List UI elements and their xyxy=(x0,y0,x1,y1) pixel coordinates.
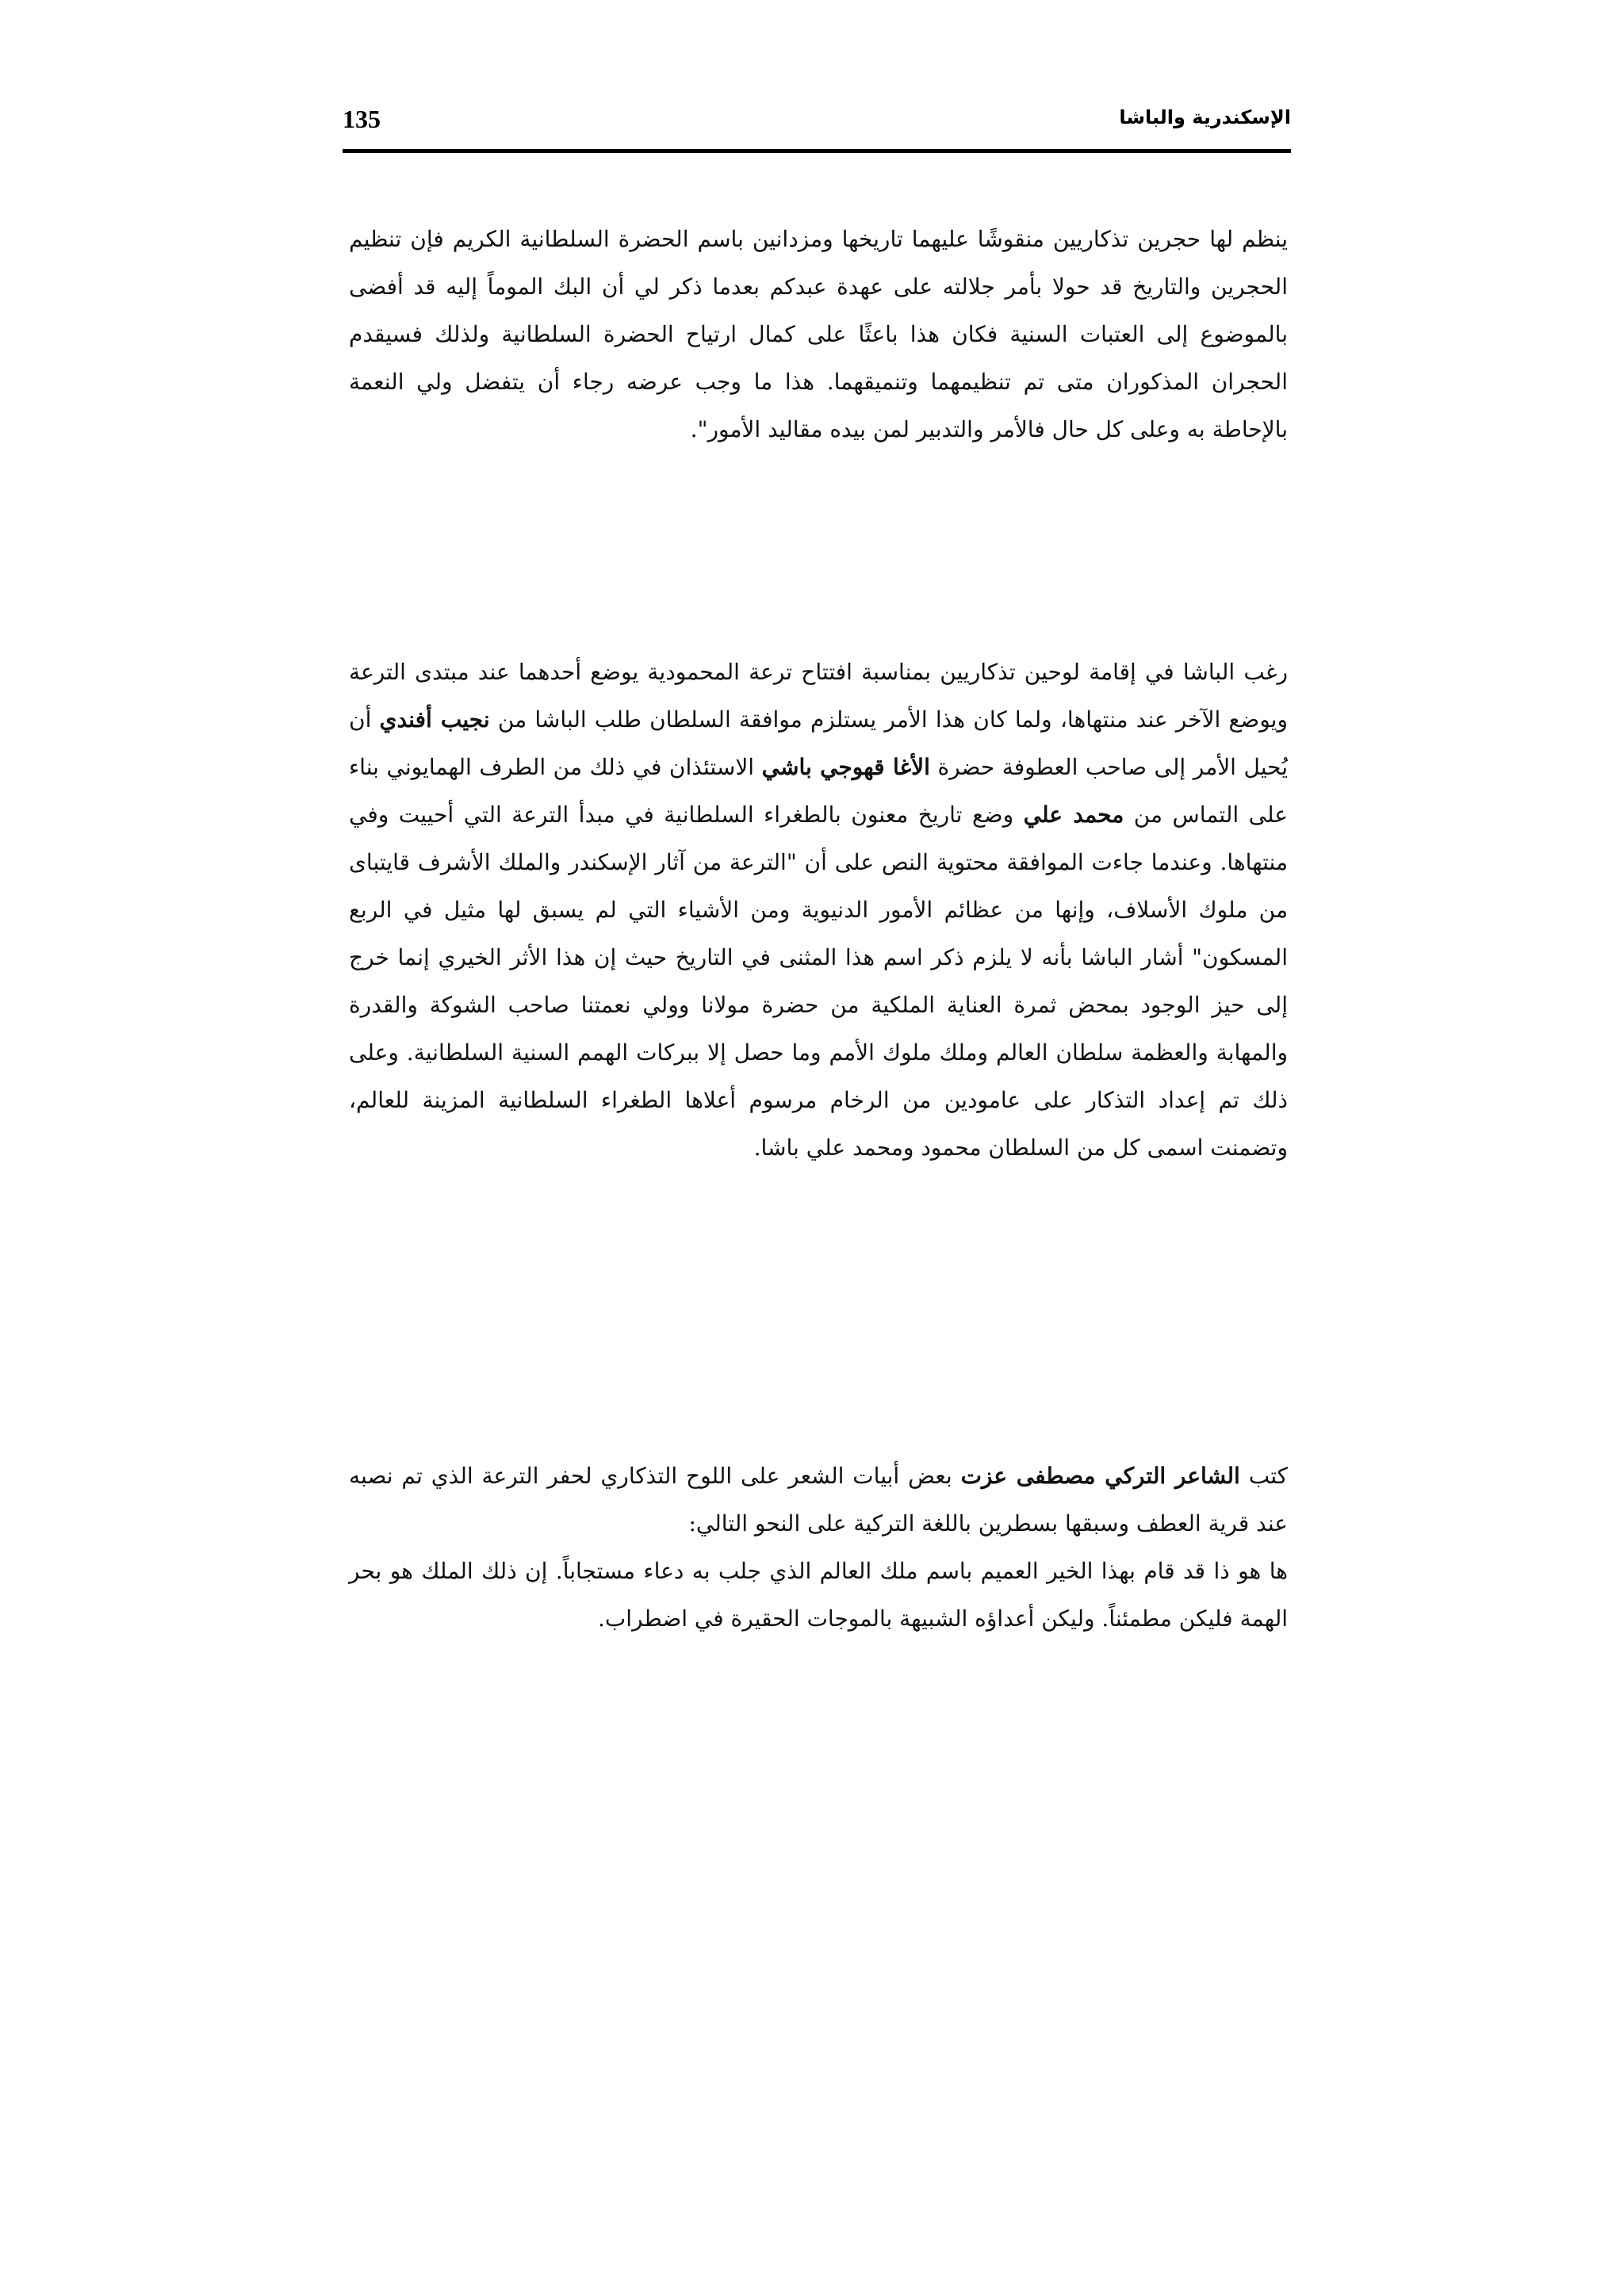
bold-name: نجيب أفندي xyxy=(379,706,490,733)
paragraph-3 xyxy=(349,1452,1288,1643)
running-title: الإسكندرية والباشا xyxy=(1119,106,1291,128)
text-run: كتب xyxy=(1239,1463,1288,1489)
translated-verse: ها هو ذا قد قام بهذا الخير العميم باسم ملك العالم الذي جلب به دعاء مستجاباً. إن ذلك الملك هو بحر الهمة فليكن مطمئناً. وليكن أعداؤه الشبيهة بالموجات الحقيرة في اضطراب. xyxy=(349,1558,1288,1632)
text-run: رغب الباشا في إقامة لوحين تذكاريين بمناسبة افتتاح ترعة المحمودية يوضع أحدهما عند مبتدى الترعة ويوضع الآخر عند منتهاها، ولما كان هذا الأمر يستلزم موافقة السلطان طلب الباشا من xyxy=(349,659,1288,733)
paragraph-text xyxy=(349,1452,1288,1548)
text-run: بعض أبيات الشعر على اللوح التذكاري لحفر الترعة الذي تم نصبه عند قرية العطف وسبقها بسطرين باللغة التركية على النحو التالي: xyxy=(349,1463,1288,1536)
text-run: وضع تاريخ معنون بالطغراء السلطانية في مبدأ الترعة التي أحييت وفي منتهاها. وعندما جاءت الموافقة محتوية النص على أن "الترعة من آثار الإسكندر والملك الأشرف قايتباى من ملوك الأسلاف، وإنها من عظائم الأمور الدنيوية ومن الأشياء التي لم يسبق لها مثيل في الربع المسكون" أشار الباشا بأنه لا يلزم ذكر اسم هذا المثنى في التاريخ حيث إن هذا الأثر الخيري إنما خرج إلى حيز الوجود بمحض ثمرة العناية الملكية من حضرة مولانا وولي نعمتنا صاحب الشوكة والقدرة والمهابة والعظمة سلطان العالم وملك ملوك الأمم وما حصل إلا ببركات الهمم السنية السلطانية. وعلى ذلك تم إعداد التذكار على عامودين من الرخام مرسوم أعلاها الطغراء السلطانية المزينة للعالم، وتضمنت اسمى كل من السلطان محمود ومحمد علي باشا. xyxy=(349,802,1288,1161)
paragraph-1 xyxy=(349,216,1288,453)
paragraph-text xyxy=(349,216,1288,453)
paragraph-2 xyxy=(349,649,1288,1172)
text-run: الاستئذان في ذلك من الطرف الهمايوني بناء على التماس من xyxy=(349,754,1288,828)
page-number: 135 xyxy=(343,105,381,133)
bold-name: محمد علي xyxy=(1023,802,1124,828)
paragraph-text xyxy=(349,649,1288,1172)
text-run: أن يُحيل الأمر إلى صاحب العطوفة حضرة xyxy=(349,706,1289,780)
bold-name: الأغا قهوجي باشي xyxy=(761,754,930,780)
bold-name: الشاعر التركي مصطفى عزت xyxy=(960,1463,1240,1489)
page-header xyxy=(343,101,1291,153)
text-run: ينظم لها حجرين تذكاريين منقوشًا عليهما تاريخها ومزدانين باسم الحضرة السلطانية الكريم فإن تنظيم الحجرين والتاريخ قد حولا بأمر جلالته على عهدة عبدكم بعدما ذكر لي أن البك الموماً إليه قد أفضى بالموضوع إلى العتبات السنية فكان هذا باعثًا على كمال ارتياح الحضرة السلطانية ولذلك فسيقدم الحجران المذكوران متى تم تنظيمهما وتنميقهما. هذا ما وجب عرضه رجاء أن يتفضل ولي النعمة بالإحاطة به وعلى كل حال فالأمر والتدبير لمن بيده مقاليد الأمور". xyxy=(349,226,1288,442)
